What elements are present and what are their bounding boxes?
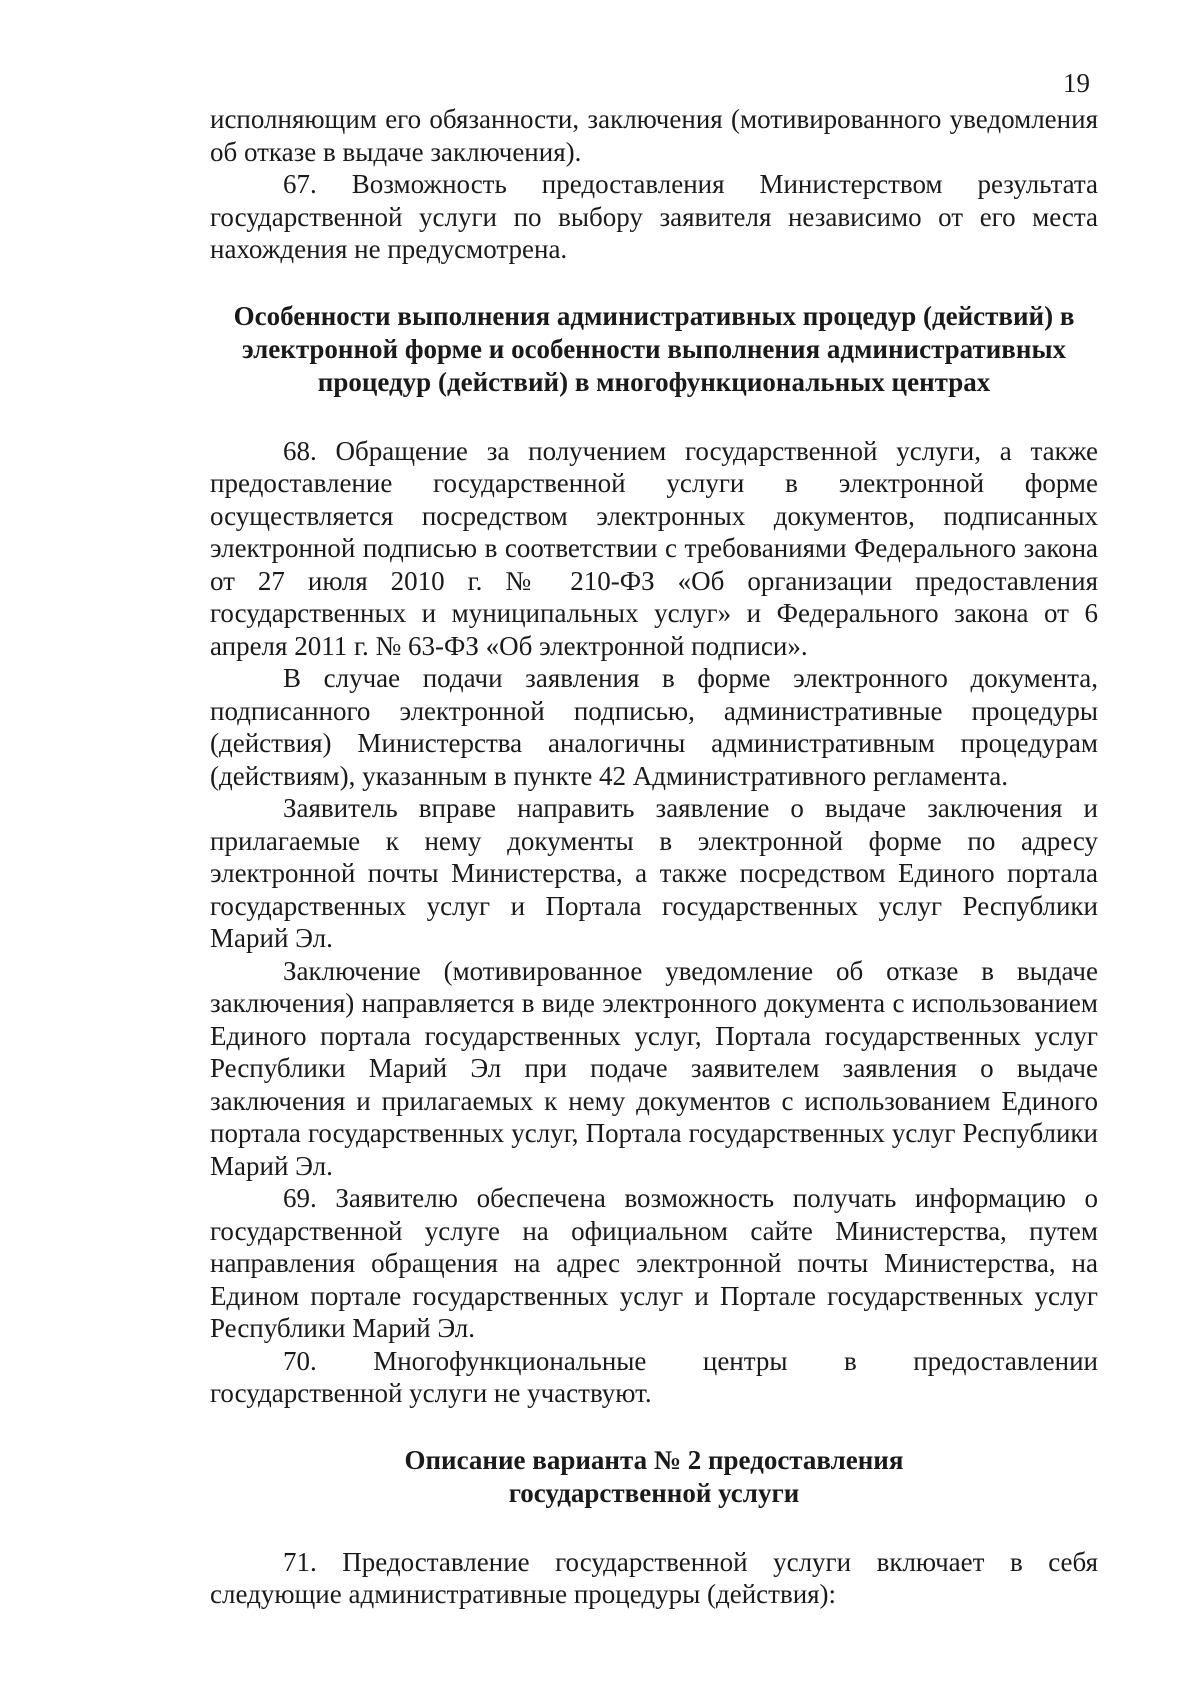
paragraph-69: 69. Заявителю обеспечена возможность получать информацию о государственной услуге на официальном сайте Министерства, путем направления обращения на адрес электронной почты Министерства, на Едином портале государственных услуг и Портале государственных услуг Республики Марий Эл. [210,1183,1098,1343]
paragraph-68: 68. Обращение за получением государственной услуги, а также предоставление государственной услуги в электронной форме осуществляется посредством электронных документов, подписанных электронной подписью в соответствии с требованиями Федерального закона от 27 июля 2010 г. № 210-ФЗ «Об организации предоставления государственных и муниципальных услуг» и Федерального закона от 6 апреля 2011 г. № 63-ФЗ «Об электронной подписи». [210,435,1098,661]
spacer [210,399,1098,435]
spacer [210,1510,1098,1546]
paragraph-68-electronic-application: В случае подачи заявления в форме электронного документа, подписанного электронной подписью, административные процедуры (действия) Министерства аналогичны административным процедурам (действиям), указанным в пункте 42 Административного регламента. [210,663,1098,791]
section-heading-variant-2: Описание варианта № 2 предоставления государственной услуги [404,1444,904,1508]
document-body [210,103,1098,1611]
section-heading-electronic-form: Особенности выполнения административных процедур (действий) в электронной форме и особенности выполнения административных процедур (действий) в многофункциональных центрах [233,300,1075,397]
paragraph-70: 70. Многофункциональные центры в предоставлении государственной услуги не участвуют. [210,1345,1098,1408]
paragraph-67: 67. Возможность предоставления Министерством результата государственной услуги по выбору заявителя независимо от его места нахождения не предусмотрена. [210,169,1098,264]
page-number: 19 [1063,68,1090,98]
spacer [210,1410,1098,1444]
spacer [210,266,1098,300]
paragraph-71: 71. Предоставление государственной услуги включает в себя следующие административные процедуры (действия): [210,1546,1098,1609]
paragraph-continuation: исполняющим его обязанности, заключения (мотивированного уведомления об отказе в выдаче заключения). [210,104,1098,167]
paragraph-68-applicant-right: Заявитель вправе направить заявление о выдаче заключения и прилагаемые к нему документы в электронной форме по адресу электронной почты Министерства, а также посредством Единого портала государственных услуг и Портала государственных услуг Республики Марий Эл. [210,793,1098,953]
paragraph-68-conclusion-delivery: Заключение (мотивированное уведомление об отказе в выдаче заключения) направляется в виде электронного документа с использованием Единого портала государственных услуг, Портала государственных услуг Республики Марий Эл при подаче заявителем заявления о выдаче заключения и прилагаемых к нему документов с использованием Единого портала государственных услуг, Портала государственных услуг Республики Марий Эл. [210,955,1098,1181]
